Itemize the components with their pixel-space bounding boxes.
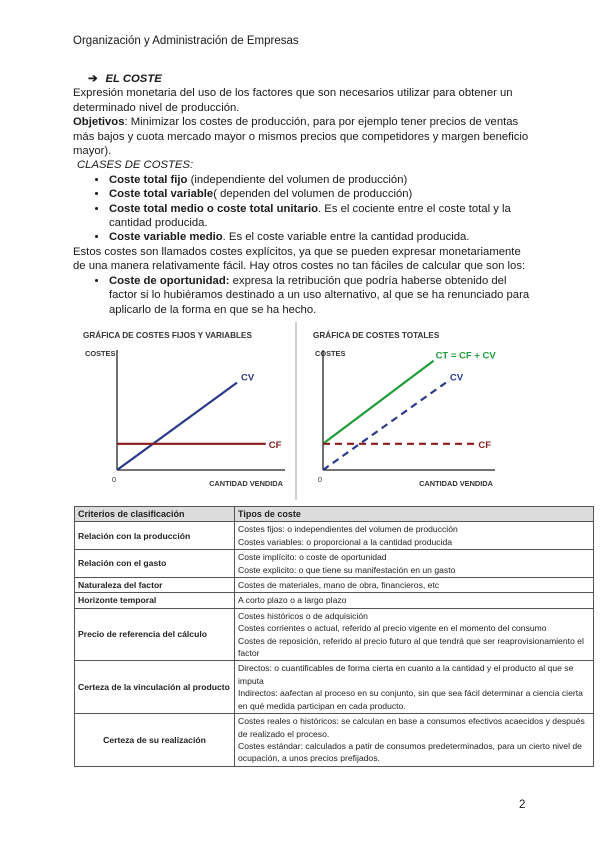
section-title [73, 72, 535, 86]
type-line: Costes de reposición, referido al precio futuro al que tendrá que ser reaprovisionamiento el factor [238, 635, 584, 659]
criterion-cell: Precio de referencia del cálculo [75, 608, 235, 661]
class-term: Coste total fijo [109, 173, 188, 186]
criterion-cell: Certeza de su realización [75, 714, 235, 767]
list-item [108, 274, 535, 317]
types-cell [235, 714, 594, 767]
criterion-cell: Certeza de la vinculación al producto [75, 661, 235, 714]
table-row [75, 522, 594, 550]
series-line-cv [323, 383, 446, 470]
fixed-variable-cost-chart [75, 322, 290, 500]
cost-classification-table [74, 506, 594, 767]
type-line: Costes corrientes o actual, referido al precio vigente en el momento del consumo [238, 623, 547, 634]
class-term: Coste total variable [109, 188, 214, 201]
chart-divider [293, 322, 299, 500]
table-header-row [75, 507, 594, 522]
classes-list [73, 173, 535, 245]
class-desc: . Es el cociente entre el coste total y la cantidad producida. [109, 202, 511, 230]
type-line: Costes de materiales, mano de obra, financieros, etc [238, 580, 440, 591]
series-line-ct-cf-cv [323, 361, 434, 444]
class-term: Coste variable medio [109, 231, 223, 244]
class-desc: (independiente del volumen de producción) [187, 173, 408, 186]
definition-paragraph: Expresión monetaria del uso de los factores que son necesarios utilizar para obtener un determinado nivel de producción. [73, 87, 513, 114]
opportunity-list [73, 274, 535, 317]
series-label: CV [449, 372, 464, 384]
section-title-text: EL COSTE [105, 73, 162, 85]
y-axis-label: COSTES [315, 349, 346, 358]
objectives-text: : Minimizar los costes de producción, para por ejemplo tener precios de ventas más bajos y cuota mercado mayor o mismos precios que competidores y margen beneficio mayor). [73, 116, 529, 158]
list-item [108, 202, 535, 231]
document-body [73, 72, 535, 317]
types-cell [235, 522, 594, 550]
series-label: CF [478, 439, 492, 451]
types-cell [235, 550, 594, 578]
table-row [75, 578, 594, 593]
arrow-icon: ➔ [88, 73, 98, 85]
series-label: CV [241, 372, 255, 384]
table-header-types: Tipos de coste [235, 507, 594, 522]
types-cell [235, 578, 594, 593]
types-cell [235, 593, 594, 608]
opportunity-term: Coste de oportunidad: [109, 274, 230, 287]
objectives-paragraph [73, 115, 535, 158]
x-axis-label: CANTIDAD VENDIDA [419, 479, 493, 488]
y-axis-label: COSTES [85, 349, 116, 358]
page-header: Organización y Administración de Empresas [73, 35, 299, 47]
series-label: CF [268, 439, 282, 451]
criterion-cell: Relación con la producción [75, 522, 235, 550]
explicit-costs-paragraph: Estos costes son llamados costes explícitos, ya que se pueden expresar monetariamente de una manera relativamente fácil. Hay otros costes no tan fáciles de calcular que son los: [73, 245, 526, 273]
list-item [108, 187, 535, 201]
class-desc: . Es el coste variable entre la cantidad producida. [222, 231, 470, 244]
criterion-cell: Horizonte temporal [75, 593, 235, 608]
classes-label: CLASES DE COSTES: [77, 159, 194, 172]
objectives-label: Objetivos [73, 116, 125, 129]
class-term: Coste total medio o coste total unitario [109, 202, 319, 215]
x-axis-label: CANTIDAD VENDIDA [209, 479, 283, 488]
chart-title: GRÁFICA DE COSTES FIJOS Y VARIABLES [83, 331, 252, 340]
origin-label: 0 [111, 475, 117, 484]
series-line-cv [117, 383, 237, 470]
type-line: Indirectos: aafectan al proceso en su conjunto, sin que sea fácil determinar a ciencia cierta en qué medida participan en cada producto. [238, 688, 583, 711]
type-line: Costes reales o históricos: se calculan en base a consumos efectivos acaecidos y después de realizado el proceso. [238, 716, 585, 739]
type-line: Coste implícito: o coste de oportunidad [238, 552, 387, 563]
table-row [75, 593, 594, 608]
type-line: Coste explicito: o que tiene su manifestación en un gasto [238, 564, 456, 575]
type-line: Costes estándar: calculados a patir de consumos predeterminados, para un cierto nivel de ocupación, a unos precios prefijados. [238, 740, 582, 764]
chart-title: GRÁFICA DE COSTES TOTALES [313, 331, 440, 340]
page-number: 2 [519, 799, 526, 811]
table-header-criteria: Criterios de clasificación [75, 507, 235, 522]
total-cost-chart [303, 322, 513, 500]
series-label: CT = CF + CV [435, 350, 496, 362]
type-line: Directos: o cuantificables de forma cierta en cuanto a la cantidad y el producto al que se imputa [238, 663, 574, 686]
list-item [108, 230, 535, 244]
type-line: Costes históricos o de adquisición [238, 610, 368, 621]
type-line: A corto plazo o a largo plazo [238, 595, 347, 606]
criterion-cell: Naturaleza del factor [75, 578, 235, 593]
type-line: Costes variables: o proporcional a la cantidad producida [238, 536, 453, 547]
types-cell [235, 608, 594, 661]
list-item [108, 173, 535, 187]
table-row [75, 550, 594, 578]
table-row [75, 661, 594, 714]
types-cell [235, 661, 594, 714]
opportunity-desc: expresa la retribución que podría haberse obtenido del factor si lo hubiéramos destinado a un uso alternativo, al que se ha renunciado para aplicarlo de la forma en que se ha hecho. [109, 274, 530, 316]
table-row [75, 608, 594, 661]
class-desc: ( dependen del volumen de producción) [213, 188, 413, 201]
charts-figure [75, 322, 595, 500]
table-row [75, 714, 594, 767]
origin-label: 0 [317, 475, 323, 484]
criterion-cell: Relación con el gasto [75, 550, 235, 578]
type-line: Costes fijos: o independientes del volumen de producción [238, 524, 458, 535]
